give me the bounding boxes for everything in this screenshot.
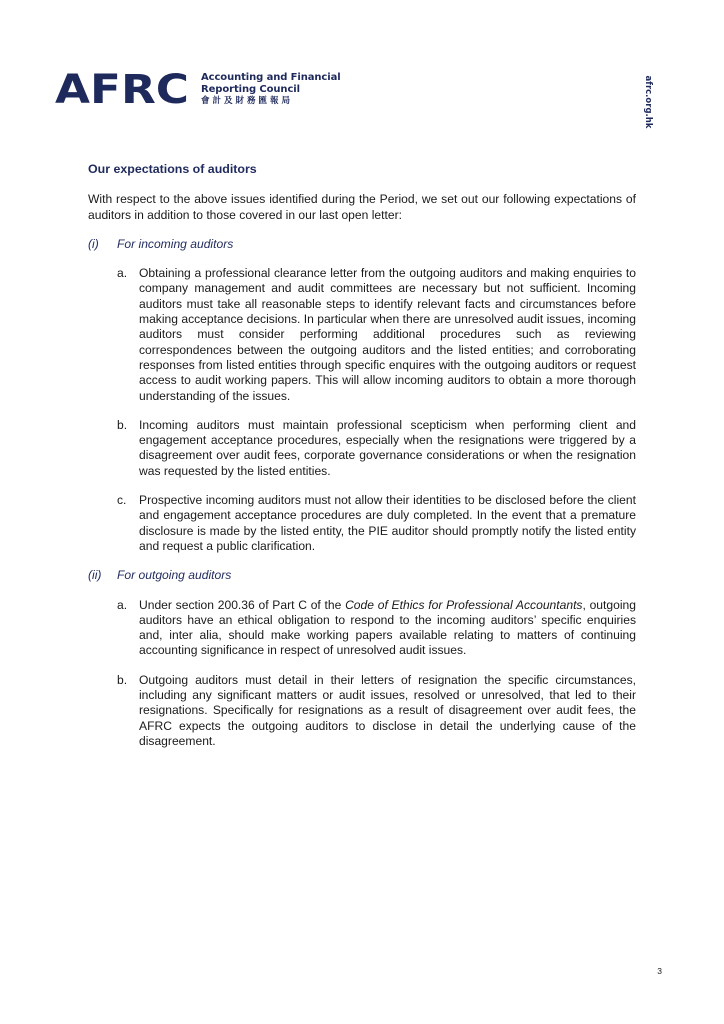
item-text xyxy=(139,598,636,659)
section-number: (i) xyxy=(88,236,99,251)
item-letter: c. xyxy=(117,493,127,508)
website-link[interactable]: afrc.org.hk xyxy=(643,75,653,129)
code-of-ethics-title: Code of Ethics for Professional Accountants xyxy=(345,597,583,612)
list-item xyxy=(117,418,636,479)
section-number: (ii) xyxy=(88,568,102,583)
org-name-line2: Reporting Council xyxy=(201,83,300,95)
afrc-logo-mark xyxy=(55,72,189,106)
section-heading: Our expectations of auditors xyxy=(88,162,257,176)
section-title: For incoming auditors xyxy=(117,236,234,251)
item-text-after: , outgoing auditors have an ethical obligation to respond to the incoming auditors’ specific enquiries and, inter alia, should make working papers available relating to matters of continuing accounting significance in respect of unresolved audit issues. xyxy=(139,597,636,658)
section-title: For outgoing auditors xyxy=(117,568,232,583)
item-letter: a. xyxy=(117,266,128,281)
org-name-line1: Accounting and Financial xyxy=(201,71,341,83)
incoming-auditors-list xyxy=(88,266,636,554)
list-item xyxy=(117,673,636,749)
intro-paragraph: With respect to the above issues identified during the Period, we set out our following expectations of auditors in addition to those covered in our last open letter: xyxy=(88,192,636,222)
page-number: 3 xyxy=(657,966,662,976)
item-letter: a. xyxy=(117,597,128,612)
item-text: Prospective incoming auditors must not allow their identities to be disclosed before the client and engagement acceptance procedures are duly completed. In the event that a premature disclosure is made by the listed entity, the PIE auditor should promptly notify the listed entity and request a public clarification. xyxy=(139,493,636,553)
section-incoming-auditors xyxy=(88,237,636,252)
organization-name xyxy=(201,73,341,106)
svg-text:AFRC: AFRC xyxy=(55,72,189,106)
list-item xyxy=(117,598,636,659)
item-letter: b. xyxy=(117,672,128,687)
outgoing-auditors-list xyxy=(88,598,636,750)
list-item xyxy=(117,493,636,554)
item-text: Obtaining a professional clearance letter from the outgoing auditors and making enquiries to company management and audit committees are necessary but not sufficient. Incoming auditors must take all reasonable steps to identify relevant facts and circumstances before making acceptance decisions. In particular when there are unresolved audit issues, incoming auditors must consider performing additional procedures such as reviewing correspondences between the outgoing auditors and the listed entities; and corroborating responses from listed entities through specific enquires with the outgoing auditors or request access to audit working papers. This will allow incoming auditors to obtain a more thorough understanding of the issues. xyxy=(139,266,636,403)
org-name-chinese: 會計及財務匯報局 xyxy=(201,95,294,106)
section-outgoing-auditors xyxy=(88,568,636,583)
item-letter: b. xyxy=(117,417,128,432)
item-text-before: Under section 200.36 of Part C of the xyxy=(139,597,346,612)
document-body xyxy=(88,162,636,763)
item-text: Incoming auditors must maintain professional scepticism when performing client and engagement acceptance procedures, especially when the resignations were triggered by a disagreement over audit fees, corporate governance considerations or when the resignation was requested by the listed entities. xyxy=(139,417,636,478)
item-text: Outgoing auditors must detail in their letters of resignation the specific circumstances, including any significant matters or audit issues, resolved or unresolved, that led to their resignations. Specifically for resignations as a result of disagreement over audit fees, the AFRC expects the outgoing auditors to disclose in detail the underlying cause of the disagreement. xyxy=(139,672,636,748)
afrc-logo xyxy=(55,72,341,106)
list-item xyxy=(117,266,636,404)
